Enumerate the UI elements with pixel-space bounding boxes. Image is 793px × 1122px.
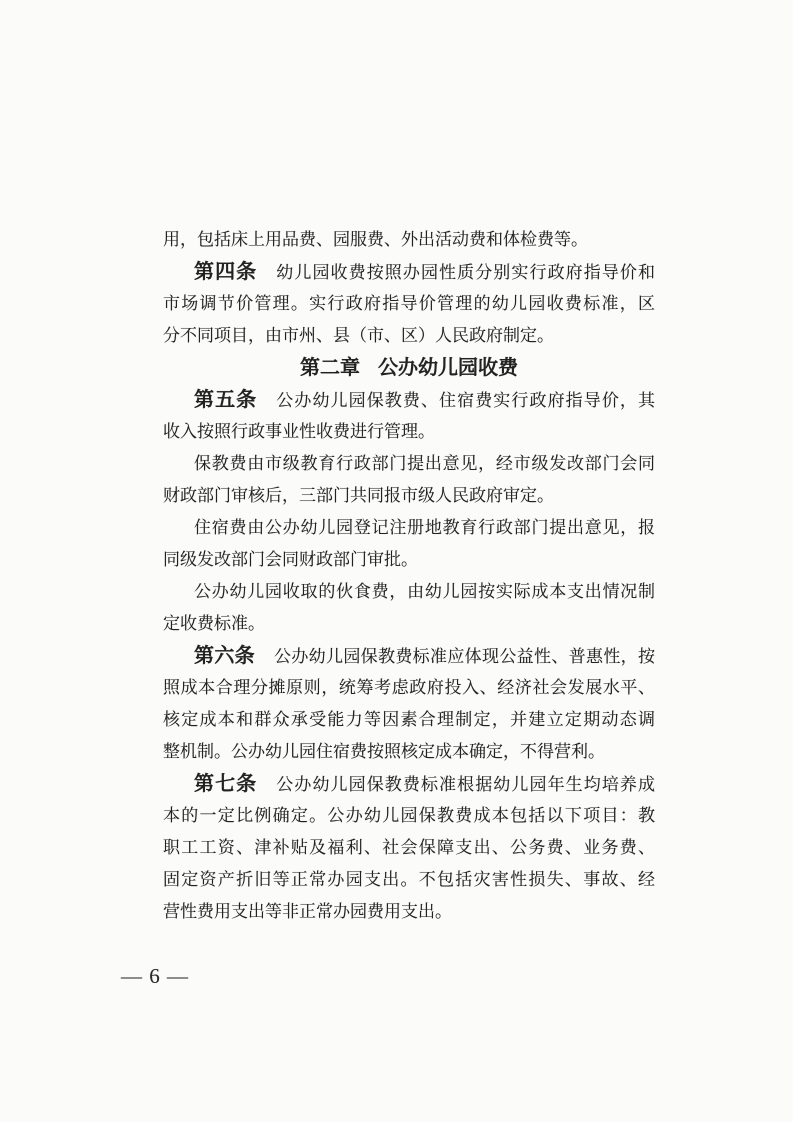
- chapter-number: 第二章: [300, 357, 360, 379]
- line-text: 住宿费由公办幼儿园登记注册地教育行政部门提出意见，报: [194, 518, 655, 537]
- line-text: 固定资产折旧等正常办园支出。不包括灾害性损失、事故、经: [163, 870, 655, 889]
- line-text: 职工工资、津补贴及福利、社会保障支出、公务费、业务费、: [163, 838, 655, 857]
- line-text: 用，包括床上用品费、园服费、外出活动费和体检费等。: [163, 230, 588, 249]
- article-number: 第四条: [194, 261, 258, 283]
- line-text: 分不同项目，由市州、县（市、区）人民政府制定。: [163, 326, 554, 345]
- text-line: [163, 608, 655, 640]
- line-text: 收入按照行政事业性收费进行管理。: [163, 422, 435, 441]
- line-text: 照成本合理分摊原则，统筹考虑政府投入、经济社会发展水平、: [163, 678, 655, 697]
- line-text: 公办幼儿园收取的伙食费，由幼儿园按实际成本支出情况制: [194, 582, 655, 601]
- line-text: 公办幼儿园保教费标准根据幼儿园年生均培养成: [276, 775, 656, 794]
- text-line: [163, 864, 655, 896]
- line-text: 保教费由市级教育行政部门提出意见，经市级发改部门会同: [194, 454, 655, 473]
- line-text: 幼儿园收费按照办园性质分别实行政府指导价和: [276, 263, 656, 282]
- line-text: 公办幼儿园保教费标准应体现公益性、普惠性，按: [274, 647, 655, 666]
- line-text: 同级发改部门会同财政部门审批。: [163, 550, 418, 569]
- text-line: [163, 704, 655, 736]
- text-line: [163, 224, 655, 256]
- line-text: 本的一定比例确定。公办幼儿园保教费成本包括以下项目：教: [163, 806, 655, 825]
- text-line: [163, 384, 655, 416]
- page-number: — 6 —: [121, 964, 189, 988]
- document-body: [163, 224, 655, 928]
- text-line: [163, 288, 655, 320]
- text-line: [163, 672, 655, 704]
- chapter-heading: [163, 352, 655, 384]
- line-text: 公办幼儿园保教费、住宿费实行政府指导价，其: [276, 391, 656, 410]
- text-line: [163, 448, 655, 480]
- text-line: [163, 480, 655, 512]
- text-line: [163, 512, 655, 544]
- chapter-title: 公办幼儿园收费: [378, 357, 518, 379]
- text-line: [163, 800, 655, 832]
- text-line: [163, 256, 655, 288]
- text-line: [163, 416, 655, 448]
- article-number: 第七条: [194, 773, 258, 795]
- line-text: 营性费用支出等非正常办园费用支出。: [163, 902, 452, 921]
- text-line: [163, 576, 655, 608]
- text-line: [163, 640, 655, 672]
- text-line: [163, 736, 655, 768]
- text-line: [163, 544, 655, 576]
- line-text: 整机制。公办幼儿园住宿费按照核定成本确定，不得营利。: [163, 742, 605, 761]
- text-line: [163, 768, 655, 800]
- article-number: 第六条: [194, 645, 255, 667]
- text-line: [163, 320, 655, 352]
- line-text: 定收费标准。: [163, 614, 265, 633]
- article-number: 第五条: [194, 389, 258, 411]
- line-text: 核定成本和群众承受能力等因素合理制定，并建立定期动态调: [163, 710, 655, 729]
- line-text: 市场调节价管理。实行政府指导价管理的幼儿园收费标准，区: [163, 294, 655, 313]
- text-line: [163, 896, 655, 928]
- line-text: 财政部门审核后，三部门共同报市级人民政府审定。: [163, 486, 554, 505]
- text-line: [163, 832, 655, 864]
